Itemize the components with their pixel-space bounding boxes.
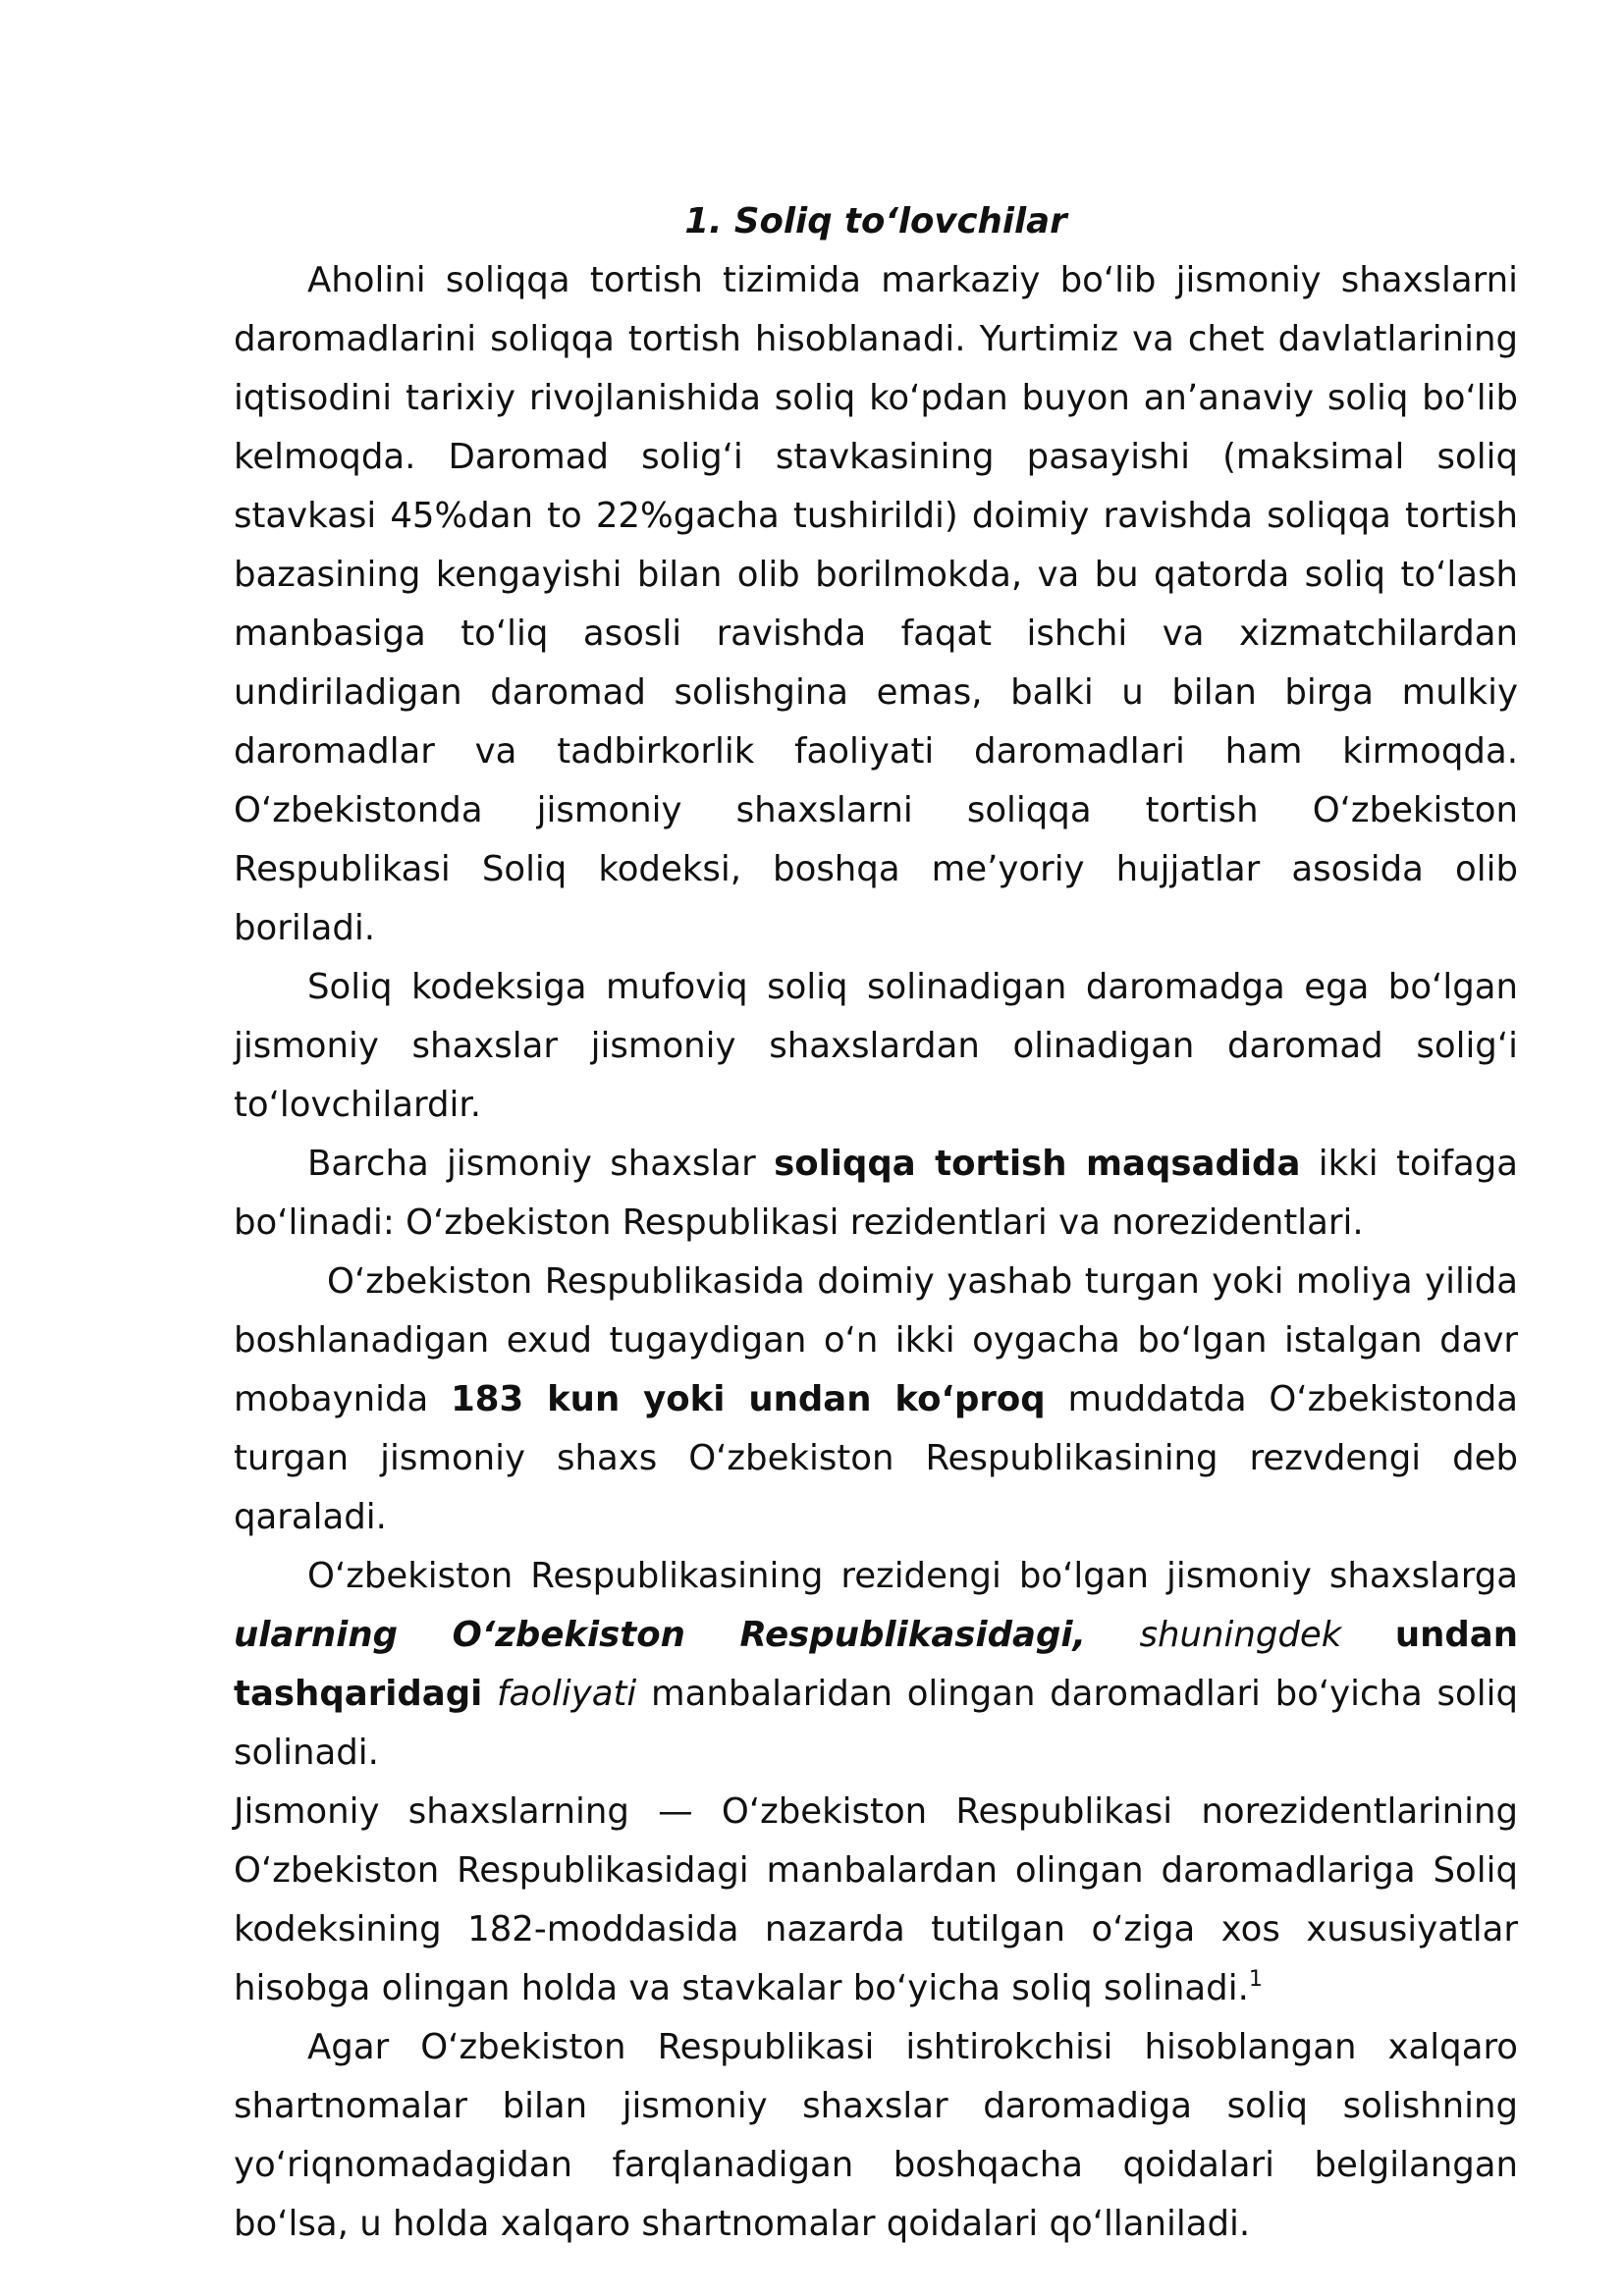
text-run: O‘zbekiston Respublikasining rezidengi bo‘lgan jismoniy shaxslarga: [307, 1556, 1518, 1596]
document-page: [234, 192, 1518, 2254]
bold-text: undan tashqaridagi: [234, 1615, 1518, 1714]
text-run: ikki toifaga bo‘linadi: O‘zbekiston Respublikasi rezidentlari va norezidentlari.: [234, 1144, 1518, 1243]
text-run: manbalaridan olingan daromadlari bo‘yicha soliq solinadi.: [234, 1674, 1518, 1773]
footnote-reference[interactable]: 1: [1248, 1967, 1263, 1992]
italic-text: faoliyati: [482, 1674, 637, 1714]
paragraph-resident-definition: [234, 1253, 1518, 1547]
text-run: muddatda O‘zbekistonda turgan jismoniy shaxs O‘zbekiston Respublikasining rezvdengi deb qaraladi.: [234, 1379, 1519, 1537]
bold-text: soliqqa tortish maqsadida: [774, 1144, 1301, 1184]
paragraph-international-treaties: Agar O‘zbekiston Respublikasi ishtirokchisi hisoblangan xalqaro shartnomalar bilan jismoniy shaxslar daromadiga soliq solishning yo‘riqnomadagidan farqlanadigan boshqacha qoidalari belgilangan bo‘lsa, u holda xalqaro shartnomalar qoidalari qo‘llaniladi.: [234, 2027, 1518, 2244]
section-title: 1. Soliq to‘lovchilar: [684, 201, 1067, 241]
bold-italic-text: ularning O‘zbekiston Respublikasidagi,: [234, 1615, 1087, 1655]
paragraph-categories: [234, 1135, 1518, 1253]
paragraph-taxpayers: Soliq kodeksiga mufoviq soliq solinadigan daromadga ega bo‘lgan jismoniy shaxslar jismoniy shaxslardan olinadigan daromad solig‘i to‘lovchilardir.: [234, 967, 1518, 1125]
text-run: Barcha jismoniy shaxslar: [307, 1144, 775, 1184]
text-run: Jismoniy shaxslarning — O‘zbekiston Respublikasi norezidentlarining O‘zbekiston Respublikasidagi manbalardan olingan daromadlariga Soliq kodeksining 182-moddasida nazarda tutilgan o‘ziga xos xususiyatlar hisobga olingan holda va stavkalar bo‘yicha soliq solinadi.: [234, 1791, 1518, 2008]
paragraph-intro: Aholini soliqqa tortish tizimida markaziy bo‘lib jismoniy shaxslarni daromadlarini soliqqa tortish hisoblanadi. Yurtimiz va chet davlatlarining iqtisodini tarixiy rivojlanishida soliq ko‘pdan buyon an’anaviy soliq bo‘lib kelmoqda. Daromad solig‘i stavkasining pasayishi (maksimal soliq stavkasi 45%dan to 22%gacha tushirildi) doimiy ravishda soliqqa tortish bazasining kengayishi bilan olib borilmokda, va bu qatorda soliq to‘lash manbasiga to‘liq asosli ravishda faqat ishchi va xizmatchilardan undiriladigan daromad solishgina emas, balki u bilan birga mulkiy daromadlar va tadbirkorlik faoliyati daromadlari ham kirmoqda. O‘zbekistonda jismoniy shaxslarni soliqqa tortish O‘zbekiston Respublikasi Soliq kodeksi, boshqa me’yoriy hujjatlar asosida olib boriladi.: [234, 260, 1518, 948]
text-run: O‘zbekiston Respublikasida doimiy yashab turgan yoki moliya yilida boshlanadigan exud tugaydigan o‘n ikki oygacha bo‘lgan istalgan davr mobaynida: [234, 1261, 1518, 1419]
paragraph-nonresident-taxation: [234, 1783, 1518, 2018]
paragraph-resident-taxation: [234, 1547, 1518, 1783]
bold-text: 183 kun yoki undan ko‘proq: [451, 1379, 1046, 1419]
italic-text: shuningdek: [1086, 1615, 1395, 1655]
